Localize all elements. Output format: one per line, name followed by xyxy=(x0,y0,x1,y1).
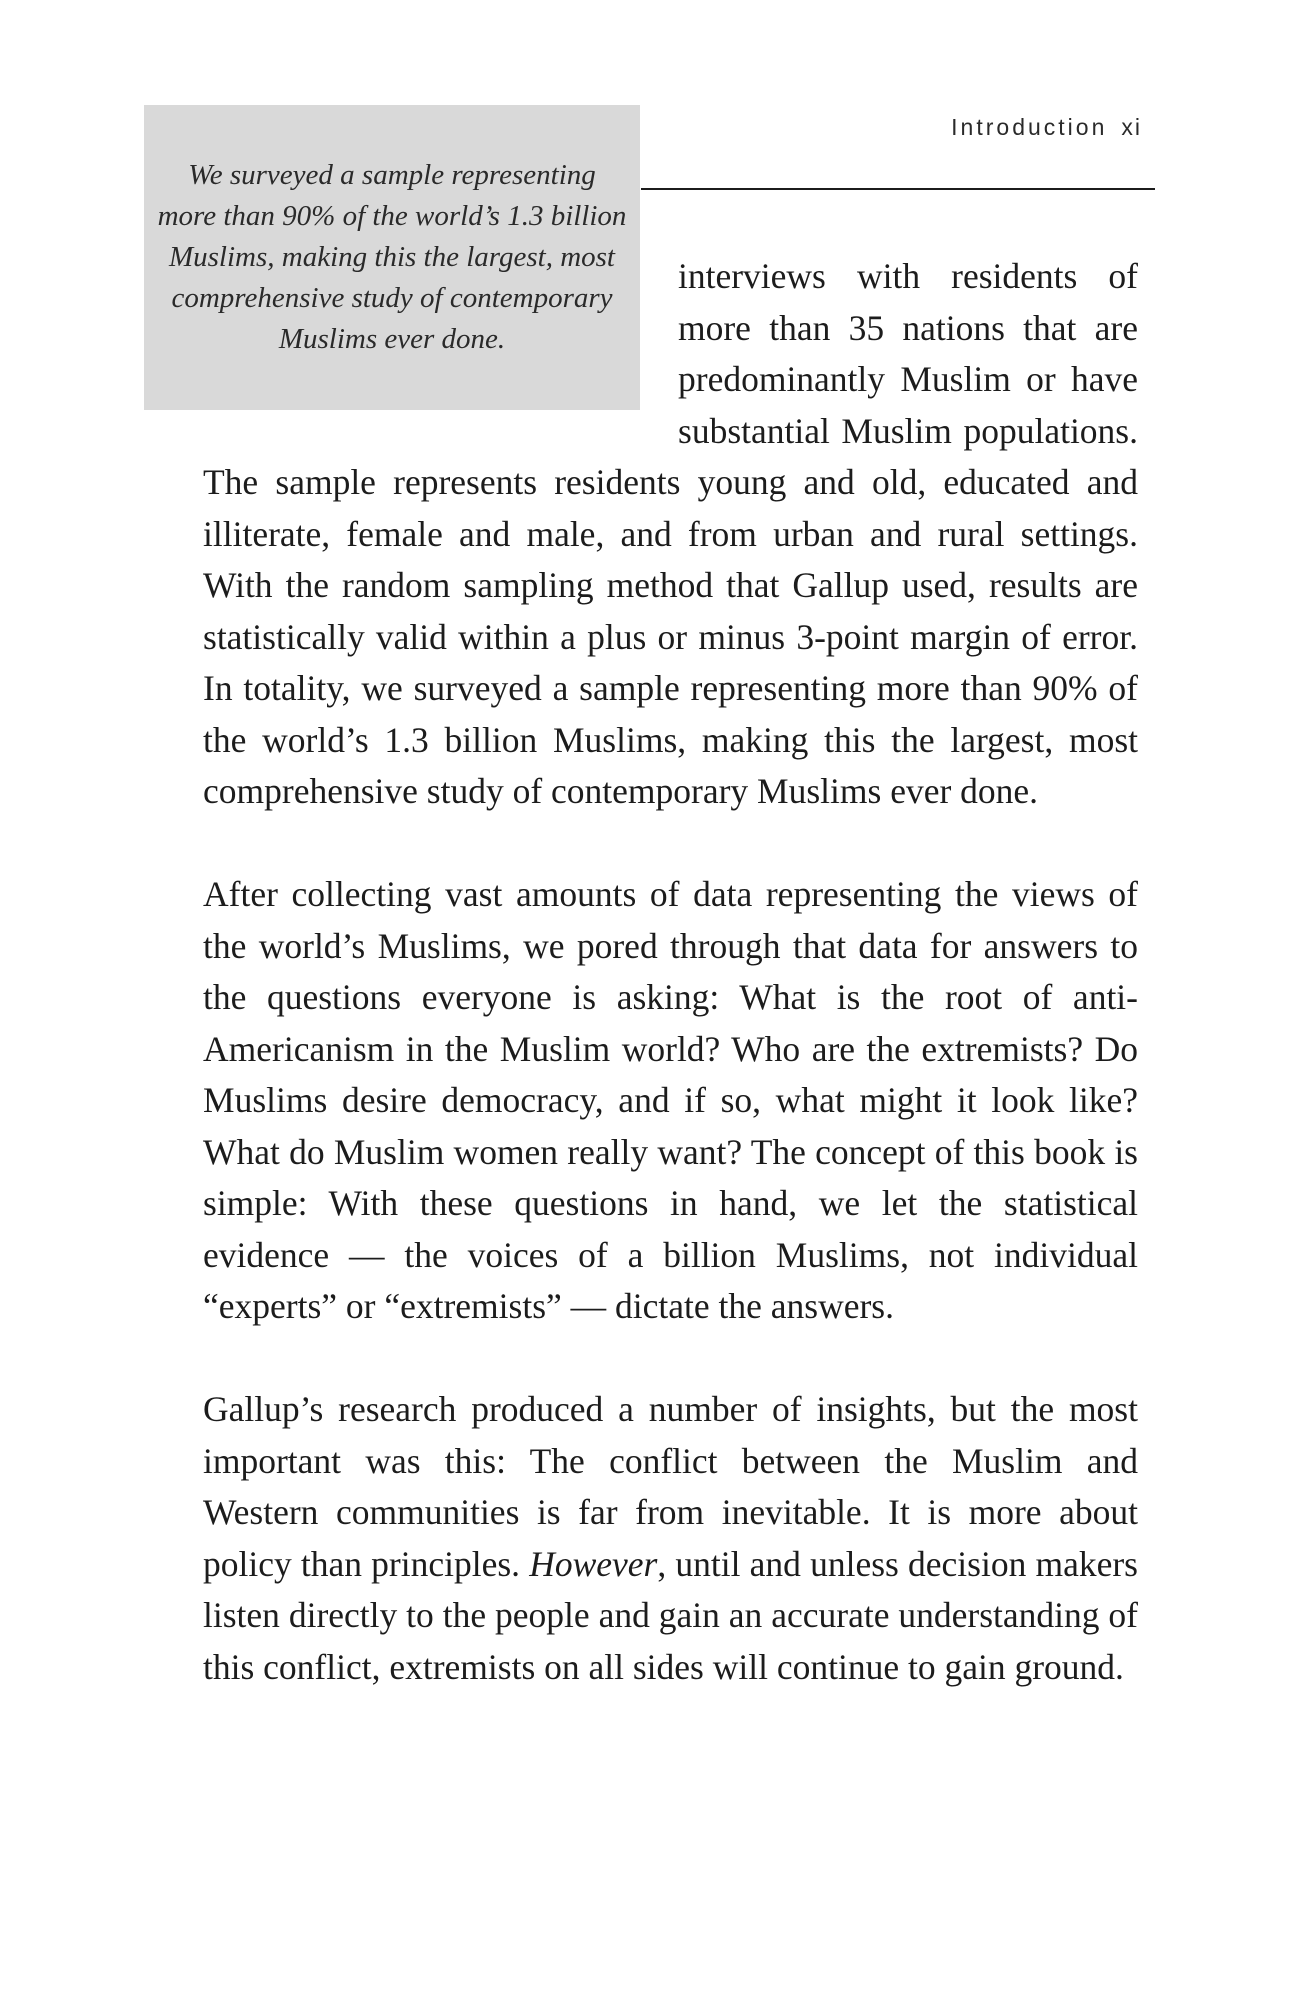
paragraph-1: interviews with residents of more than 35 nations that are predominantly Muslim or have substantial Muslim populations. The sample represents residents young and old, educated and illiterate, female and male, and from urban and rural settings. With the random sampling method that Gallup used, results are statistically valid within a plus or minus 3-point margin of error. In totality, we surveyed a sample representing more than 90% of the world’s 1.3 billion Muslims, making this the largest, most comprehensive study of contemporary Muslims ever done. xyxy=(203,256,1138,811)
running-head xyxy=(951,114,1142,141)
pull-quote-text: We surveyed a sample representing more than 90% of the world’s 1.3 billion Muslims, making this the largest, most comprehensive study of contemporary Muslims ever done. xyxy=(157,159,627,355)
paragraph-3 xyxy=(203,1384,1138,1693)
emphasis-however: However xyxy=(529,1543,658,1584)
page-number: xi xyxy=(1121,114,1142,140)
paragraph-3-part-2: , until and unless decision makers listen directly to the people and gain an accurate understanding of this conflict, extremists on all sides will continue to gain ground. xyxy=(203,1543,1138,1687)
running-head-section: Introduction xyxy=(951,114,1108,140)
paragraph-3-part-1: Gallup’s research produced a number of insights, but the most important was this: The conflict between the Muslim and Western communities is far from inevitable. It is more about policy than principles. xyxy=(203,1389,1138,1584)
body-text xyxy=(203,251,1138,1693)
paragraph-2: After collecting vast amounts of data representing the views of the world’s Muslims, we pored through that data for answers to the questions everyone is asking: What is the root of anti-Americanism in the Muslim world? Who are the extremists? Do Muslims desire democracy, and if so, what might it look like? What do Muslim women really want? The concept of this book is simple: With these questions in hand, we let the statistical evidence — the voices of a billion Muslims, not individual “experts” or “extremists” — dictate the answers. xyxy=(203,874,1138,1326)
pull-quote-wrap-space xyxy=(203,251,678,457)
header-rule xyxy=(641,188,1155,190)
